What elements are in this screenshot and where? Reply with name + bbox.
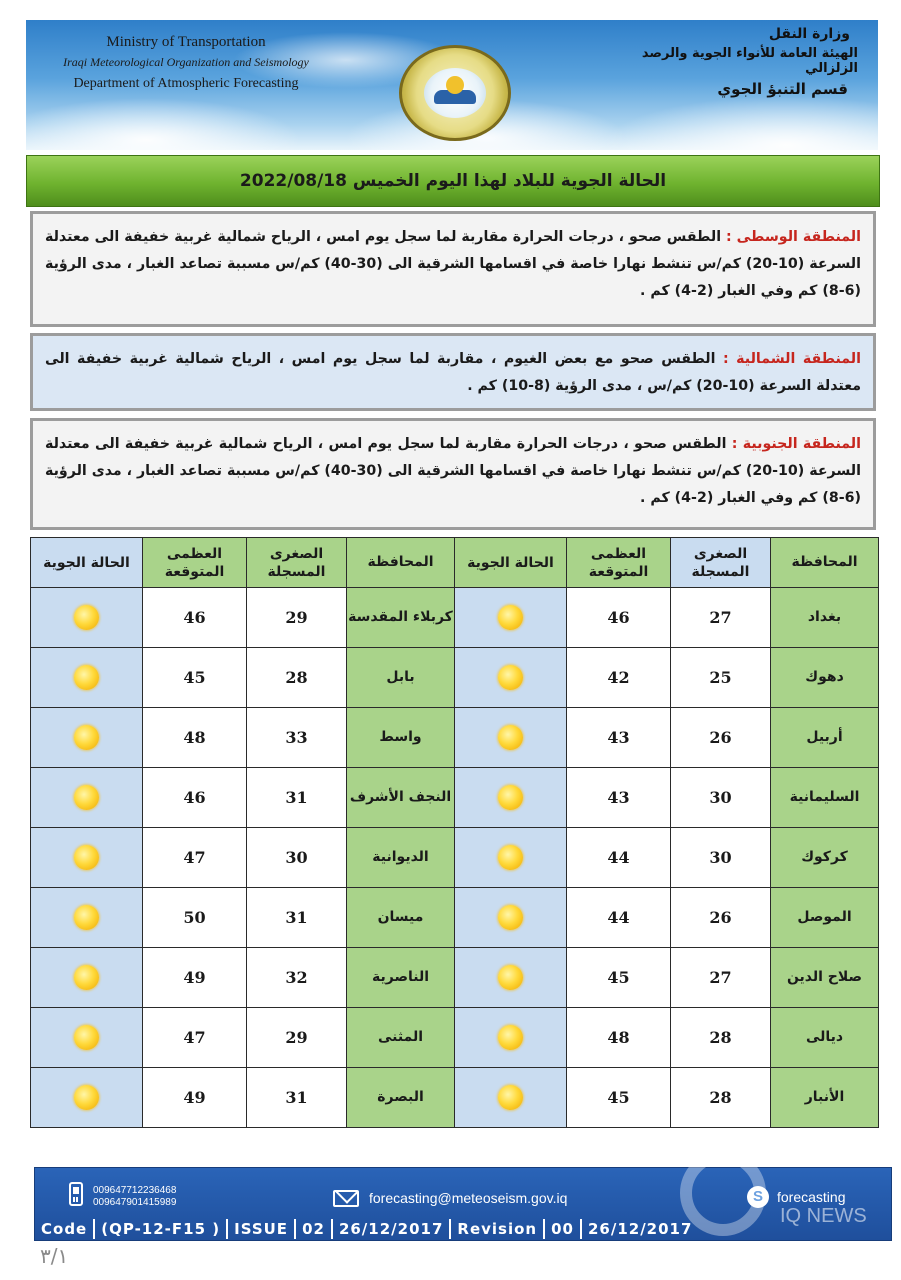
page-number: ٣/١ — [40, 1244, 69, 1268]
governorate-cell: دهوك — [771, 648, 879, 708]
max-temp-cell: 43 — [567, 768, 671, 828]
min-temp-cell: 31 — [247, 768, 347, 828]
region-north — [30, 333, 876, 411]
sun-icon — [498, 1025, 523, 1050]
document-code-bar — [35, 1218, 891, 1240]
weather-cell — [455, 1068, 567, 1128]
weather-cell — [31, 1008, 143, 1068]
sun-icon — [74, 785, 99, 810]
code-value: (QP-12-F15 ) — [95, 1219, 228, 1239]
table-row — [31, 1008, 879, 1068]
table-header-row — [31, 538, 879, 588]
max-temp-cell: 44 — [567, 888, 671, 948]
weather-cell — [455, 768, 567, 828]
phone-number-2: 009647901415989 — [93, 1197, 177, 1208]
department-name-en: Department of Atmospheric Forecasting — [73, 76, 299, 91]
sun-icon — [74, 725, 99, 750]
temperature-table — [30, 537, 879, 1128]
header-governorate: المحافظة — [347, 538, 455, 588]
weather-cell — [31, 708, 143, 768]
min-temp-cell: 29 — [247, 588, 347, 648]
header-governorate: المحافظة — [771, 538, 879, 588]
max-temp-cell: 43 — [567, 708, 671, 768]
min-temp-cell: 31 — [247, 888, 347, 948]
mail-icon — [333, 1190, 359, 1207]
min-temp-cell: 28 — [671, 1008, 771, 1068]
header-min-temp: الصغرى المسجلة — [247, 538, 347, 588]
min-temp-cell: 30 — [671, 828, 771, 888]
region-central-name: المنطقة الوسطى : — [726, 229, 861, 245]
phone-numbers — [93, 1185, 176, 1209]
table-body — [31, 588, 879, 1128]
sun-icon — [74, 905, 99, 930]
issue-number: 02 — [296, 1219, 333, 1239]
logo-emblem — [424, 68, 486, 118]
max-temp-cell: 48 — [143, 708, 247, 768]
region-south-text: الطقس صحو ، درجات الحرارة مقاربة لما سجل يوم امس ، الرياح شمالية غربية خفيفة الى معتدلة السرعة (10-20) كم/س تنشط نهارا خاصة في اقسامها الشرقية الى (30-40) كم/س مسببة تصاعد الغبار ، مدى الرؤية (6-8) كم وفي الغبار (2-4) كم . — [45, 436, 861, 506]
forecast-title: الحالة الجوية للبلاد لهذا اليوم الخميس 2022/08/18 — [239, 171, 667, 191]
sun-icon — [74, 605, 99, 630]
governorate-cell: كركوك — [771, 828, 879, 888]
weather-cell — [31, 888, 143, 948]
min-temp-cell: 30 — [671, 768, 771, 828]
weather-cell — [455, 888, 567, 948]
phone-number-1: 009647712236468 — [93, 1185, 177, 1196]
max-temp-cell: 49 — [143, 948, 247, 1008]
weather-cell — [31, 1068, 143, 1128]
min-temp-cell: 26 — [671, 708, 771, 768]
min-temp-cell: 28 — [247, 648, 347, 708]
min-temp-cell: 27 — [671, 588, 771, 648]
header-max-temp: العظمى المتوقعة — [567, 538, 671, 588]
organization-name-ar: الهيئة العامة للأنواء الجوية والرصد الزلزالي — [641, 46, 858, 76]
max-temp-cell: 46 — [143, 768, 247, 828]
header-banner — [26, 20, 878, 150]
skype-handle: forecasting — [777, 1189, 846, 1205]
governorate-cell: بابل — [347, 648, 455, 708]
governorate-cell: البصرة — [347, 1068, 455, 1128]
governorate-cell: الموصل — [771, 888, 879, 948]
weather-cell — [31, 648, 143, 708]
table-row — [31, 708, 879, 768]
min-temp-cell: 32 — [247, 948, 347, 1008]
min-temp-cell: 33 — [247, 708, 347, 768]
weather-cell — [31, 768, 143, 828]
sun-icon — [498, 785, 523, 810]
min-temp-cell: 27 — [671, 948, 771, 1008]
max-temp-cell: 49 — [143, 1068, 247, 1128]
sun-icon — [498, 845, 523, 870]
governorate-cell: أربيل — [771, 708, 879, 768]
sun-icon — [498, 665, 523, 690]
issue-label: ISSUE — [228, 1219, 296, 1239]
weather-cell — [455, 948, 567, 1008]
governorate-cell: الديوانية — [347, 828, 455, 888]
min-temp-cell: 26 — [671, 888, 771, 948]
sun-icon — [74, 1085, 99, 1110]
sun-icon — [74, 845, 99, 870]
min-temp-cell: 28 — [671, 1068, 771, 1128]
max-temp-cell: 46 — [143, 588, 247, 648]
watermark-logo — [680, 1150, 766, 1236]
sun-icon — [74, 1025, 99, 1050]
sun-icon — [74, 965, 99, 990]
sun-icon — [498, 725, 523, 750]
max-temp-cell: 46 — [567, 588, 671, 648]
header-max-temp: العظمى المتوقعة — [143, 538, 247, 588]
phone-icon — [69, 1182, 83, 1206]
issue-date: 26/12/2017 — [333, 1219, 451, 1239]
weather-cell — [455, 828, 567, 888]
weather-cell — [455, 648, 567, 708]
governorate-cell: السليمانية — [771, 768, 879, 828]
min-temp-cell: 31 — [247, 1068, 347, 1128]
weather-cell — [455, 1008, 567, 1068]
max-temp-cell: 47 — [143, 828, 247, 888]
department-name-ar: قسم التنبؤ الجوي — [717, 80, 848, 98]
sun-icon — [498, 1085, 523, 1110]
governorate-cell: صلاح الدين — [771, 948, 879, 1008]
revision-date: 26/12/2017 — [587, 1220, 693, 1238]
organization-name-en: Iraqi Meteorological Organization and Seismology — [63, 55, 309, 69]
governorate-cell: الناصرية — [347, 948, 455, 1008]
region-south-name: المنطقة الجنوبية : — [731, 436, 861, 452]
header-weather: الحالة الجوية — [31, 538, 143, 588]
governorate-cell: ميسان — [347, 888, 455, 948]
min-temp-cell: 30 — [247, 828, 347, 888]
max-temp-cell: 50 — [143, 888, 247, 948]
max-temp-cell: 47 — [143, 1008, 247, 1068]
sun-icon — [498, 905, 523, 930]
max-temp-cell: 45 — [567, 1068, 671, 1128]
ministry-name-ar: وزارة النقل — [768, 26, 850, 42]
max-temp-cell: 48 — [567, 1008, 671, 1068]
governorate-cell: بغداد — [771, 588, 879, 648]
header-english — [56, 34, 316, 92]
table-row — [31, 588, 879, 648]
region-central — [30, 211, 876, 327]
governorate-cell: النجف الأشرف — [347, 768, 455, 828]
sun-icon — [498, 605, 523, 630]
contact-email[interactable]: forecasting@meteoseism.gov.iq — [369, 1190, 568, 1206]
weather-cell — [455, 708, 567, 768]
min-temp-cell: 29 — [247, 1008, 347, 1068]
governorate-cell: الأنبار — [771, 1068, 879, 1128]
region-central-text: الطقس صحو ، درجات الحرارة مقاربة لما سجل يوم امس ، الرياح شمالية غربية خفيفة الى معتدلة السرعة (10-20) كم/س تنشط نهارا خاصة في اقسامها الشرقية الى (30-40) كم/س مسببة تصاعد الغبار ، مدى الرؤية (6-8) كم وفي الغبار (2-4) كم . — [45, 229, 861, 299]
watermark-text: IQ NEWS — [780, 1205, 867, 1227]
skype-icon: S — [747, 1186, 769, 1208]
weather-cell — [455, 588, 567, 648]
table-row — [31, 648, 879, 708]
table-row — [31, 948, 879, 1008]
governorate-cell: واسط — [347, 708, 455, 768]
table-row — [31, 828, 879, 888]
organization-logo — [399, 45, 511, 141]
governorate-cell: المثنى — [347, 1008, 455, 1068]
region-south — [30, 418, 876, 530]
sun-icon — [74, 665, 99, 690]
max-temp-cell: 42 — [567, 648, 671, 708]
revision-number: 00 — [545, 1219, 582, 1239]
max-temp-cell: 45 — [567, 948, 671, 1008]
weather-cell — [31, 828, 143, 888]
revision-label: Revision — [451, 1219, 545, 1239]
weather-cell — [31, 588, 143, 648]
weather-cell — [31, 948, 143, 1008]
max-temp-cell: 44 — [567, 828, 671, 888]
code-label: Code — [35, 1219, 95, 1239]
region-north-name: المنطقة الشمالية : — [722, 351, 861, 367]
governorate-cell: ديالى — [771, 1008, 879, 1068]
table-row — [31, 888, 879, 948]
forecast-title-bar — [26, 155, 880, 207]
header-weather: الحالة الجوية — [455, 538, 567, 588]
ministry-name-en: Ministry of Transportation — [106, 34, 266, 50]
table-row — [31, 1068, 879, 1128]
sun-icon — [498, 965, 523, 990]
header-arabic — [598, 26, 858, 98]
max-temp-cell: 45 — [143, 648, 247, 708]
table-row — [31, 768, 879, 828]
header-min-temp: الصغرى المسجلة — [671, 538, 771, 588]
region-north-text: الطقس صحو مع بعض الغيوم ، مقاربة لما سجل يوم امس ، الرياح شمالية غربية خفيفة الى معتدلة السرعة (10-20) كم/س ، مدى الرؤية (8-10) كم . — [45, 351, 861, 394]
governorate-cell: كربلاء المقدسة — [347, 588, 455, 648]
min-temp-cell: 25 — [671, 648, 771, 708]
